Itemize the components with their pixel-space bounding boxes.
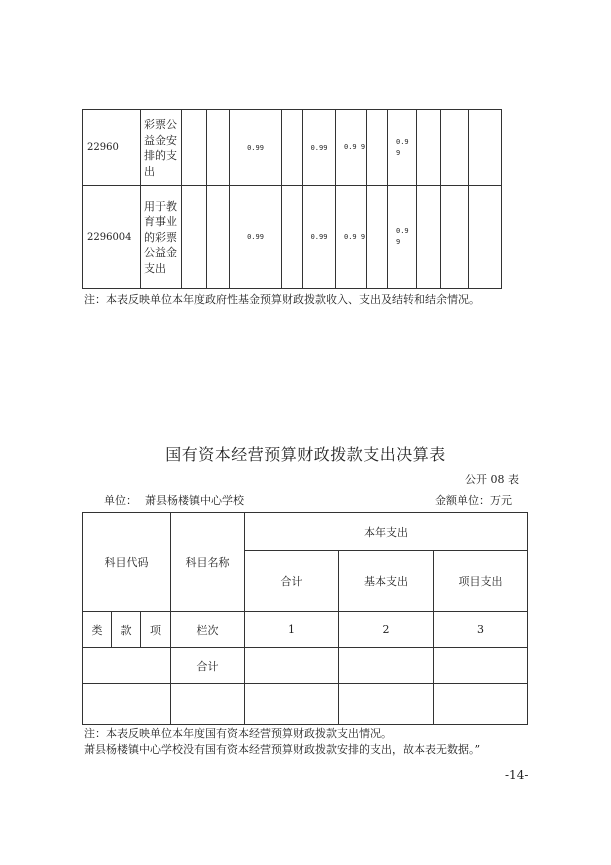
total-label: 合计 <box>171 648 245 684</box>
col-lanci: 栏次 <box>171 612 245 648</box>
col-number-2: 2 <box>339 612 434 648</box>
header-project-expenditure: 项目支出 <box>434 551 528 612</box>
value-cell: 0.99 <box>230 110 282 186</box>
col-number-1: 1 <box>245 612 339 648</box>
unit-row <box>104 492 244 508</box>
col-number-3: 3 <box>434 612 528 648</box>
value-cell: 0.99 <box>303 186 336 289</box>
footer-note-1: 注：本表反映单位本年度国有资本经营预算财政拨款支出情况。 <box>84 727 392 740</box>
unit-label: 单位： <box>104 494 137 507</box>
state-capital-expenditure-table <box>82 512 528 725</box>
unit-name: 萧县杨楼镇中心学校 <box>145 494 244 507</box>
value-cell: 0.99 <box>230 186 282 289</box>
table-row <box>83 186 502 289</box>
header-subject-code: 科目代码 <box>83 513 171 612</box>
col-lei: 类 <box>83 612 112 648</box>
header-year-expenditure: 本年支出 <box>245 513 528 551</box>
col-kuan: 款 <box>112 612 141 648</box>
header-basic-expenditure: 基本支出 <box>339 551 434 612</box>
table-row <box>83 110 502 186</box>
value-cell: 0.9 9 <box>388 186 417 289</box>
value-cell: 0.9 9 <box>336 110 367 186</box>
col-xiang: 项 <box>141 612 171 648</box>
form-number: 公开 08 表 <box>465 473 519 486</box>
subject-name: 用于教育事业的彩票公益金支出 <box>141 186 182 289</box>
value-cell: 0.9 9 <box>388 110 417 186</box>
table-row <box>83 612 528 648</box>
page-title: 国有资本经营预算财政拨款支出决算表 <box>165 445 446 464</box>
footer-note-2: 萧县杨楼镇中心学校没有国有资本经营预算财政拨款安排的支出，故本表无数据。” <box>84 743 481 756</box>
subject-code: 22960 <box>83 110 141 186</box>
value-cell: 0.9 9 <box>336 186 367 289</box>
table-row <box>83 684 528 725</box>
table-row <box>83 648 528 684</box>
subject-code: 2296004 <box>83 186 141 289</box>
fund-table-note: 注：本表反映单位本年度政府性基金预算财政拨款收入、支出及结转和结余情况。 <box>84 293 480 306</box>
amount-unit: 金额单位：万元 <box>435 494 512 507</box>
subject-name: 彩票公益金安排的支出 <box>141 110 182 186</box>
page-number: -14- <box>505 768 529 782</box>
header-total: 合计 <box>245 551 339 612</box>
header-subject-name: 科目名称 <box>171 513 245 612</box>
fund-continuation-table <box>82 109 502 289</box>
value-cell: 0.99 <box>303 110 336 186</box>
